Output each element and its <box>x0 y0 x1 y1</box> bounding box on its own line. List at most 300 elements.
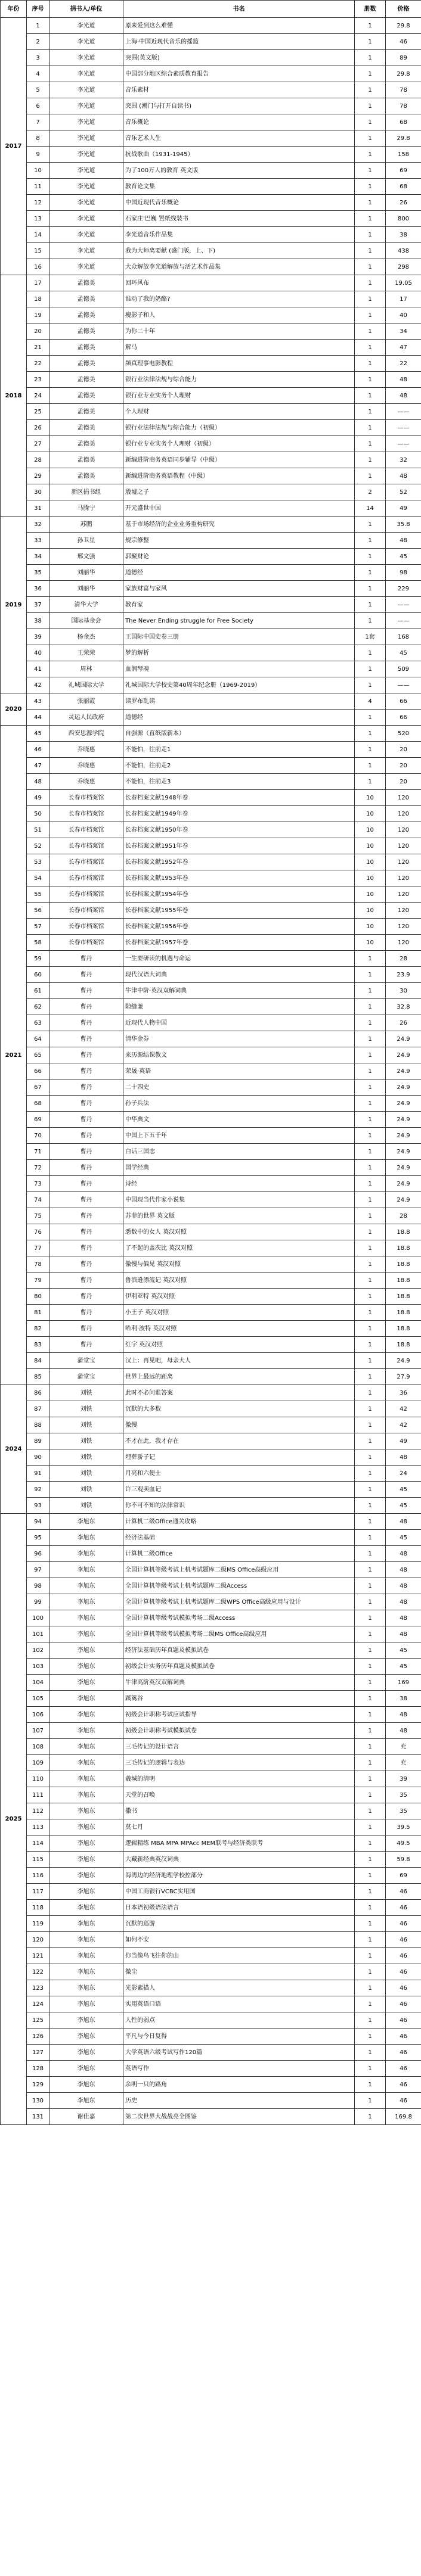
copies-cell: 10 <box>355 838 386 854</box>
title-cell: 音乐素材 <box>123 82 355 98</box>
seq-cell: 1 <box>27 18 49 34</box>
title-cell: 规宗修整 <box>123 533 355 549</box>
donor-cell: 曹丹 <box>49 1112 123 1128</box>
seq-cell: 5 <box>27 82 49 98</box>
donor-cell: 李旭东 <box>49 1659 123 1675</box>
copies-cell: 4 <box>355 693 386 710</box>
table-row <box>1 999 421 1015</box>
table-row <box>1 935 421 951</box>
copies-cell: 1 <box>355 2077 386 2093</box>
donor-cell: 李旭东 <box>49 1884 123 1900</box>
donor-cell: 曹丹 <box>49 1256 123 1273</box>
seq-cell: 81 <box>27 1305 49 1321</box>
donor-cell: 李旭东 <box>49 2045 123 2061</box>
price-cell: 24.9 <box>386 1144 421 1160</box>
donor-cell: 苏鹏 <box>49 517 123 533</box>
seq-cell: 84 <box>27 1353 49 1369</box>
title-cell: 傲慢与偏见 英汉对照 <box>123 1256 355 1273</box>
price-cell: 24.9 <box>386 1192 421 1208</box>
table-row <box>1 275 421 291</box>
seq-cell: 12 <box>27 195 49 211</box>
seq-cell: 73 <box>27 1176 49 1192</box>
copies-cell: 1 <box>355 356 386 372</box>
seq-cell: 82 <box>27 1321 49 1337</box>
table-row <box>1 114 421 130</box>
title-cell: 长春档案文献1955年卷 <box>123 903 355 919</box>
donor-cell: 长春市档案馆 <box>49 903 123 919</box>
seq-cell: 10 <box>27 163 49 179</box>
table-row <box>1 1337 421 1353</box>
price-cell: 20 <box>386 758 421 774</box>
seq-cell: 129 <box>27 2077 49 2093</box>
seq-cell: 91 <box>27 1466 49 1482</box>
table-row <box>1 82 421 98</box>
donor-cell: 长春市档案馆 <box>49 822 123 838</box>
price-cell: 32.8 <box>386 999 421 1015</box>
title-cell: 梦的解析 <box>123 645 355 661</box>
copies-cell: 1 <box>355 18 386 34</box>
copies-cell: 1 <box>355 1256 386 1273</box>
title-cell: 中华典文 <box>123 1112 355 1128</box>
copies-cell: 1 <box>355 742 386 758</box>
seq-cell: 124 <box>27 1996 49 2012</box>
donor-cell: 李光道 <box>49 147 123 163</box>
title-cell: 全国计算机等级考试上机考试题库二级WPS Office高级应用与设计 <box>123 1594 355 1610</box>
title-cell: 国学经典 <box>123 1160 355 1176</box>
table-row <box>1 98 421 114</box>
title-cell: 初级会计实务历年真题及模拟试卷 <box>123 1659 355 1675</box>
title-cell: 初级会计职称考试应试指导 <box>123 1707 355 1723</box>
donor-cell: 曹丹 <box>49 1063 123 1079</box>
price-cell: 48 <box>386 1562 421 1578</box>
donor-cell: 孟德美 <box>49 420 123 436</box>
seq-cell: 69 <box>27 1112 49 1128</box>
title-cell: 不能怕，往前走1 <box>123 742 355 758</box>
donor-cell: 李光道 <box>49 195 123 211</box>
donor-cell: 谢佳嘉 <box>49 2109 123 2125</box>
title-cell: 银行业专业实务个人理财 <box>123 388 355 404</box>
donor-cell: 李旭东 <box>49 1530 123 1546</box>
table-row <box>1 259 421 275</box>
donor-cell: 新区捐书组 <box>49 484 123 500</box>
copies-cell: 1 <box>355 1096 386 1112</box>
price-cell: 46 <box>386 2061 421 2077</box>
copies-cell: 1 <box>355 1337 386 1353</box>
copies-cell: 1 <box>355 1433 386 1449</box>
price-cell: 120 <box>386 903 421 919</box>
title-cell: 沉默的巡游 <box>123 1916 355 1932</box>
donor-cell: 李旭东 <box>49 1803 123 1819</box>
copies-cell: 1 <box>355 1852 386 1868</box>
table-row <box>1 1160 421 1176</box>
donor-cell: 清华大学 <box>49 597 123 613</box>
title-cell: 自强源（直纸版新本） <box>123 726 355 742</box>
donor-cell: 曹丹 <box>49 1176 123 1192</box>
copies-cell: 1 <box>355 1112 386 1128</box>
table-row <box>1 436 421 452</box>
price-cell: 24.9 <box>386 1079 421 1096</box>
donor-cell: 曹丹 <box>49 1015 123 1031</box>
price-cell: 66 <box>386 693 421 710</box>
donor-cell: 李旭东 <box>49 1852 123 1868</box>
donor-cell: 孟德美 <box>49 275 123 291</box>
copies-cell: 1 <box>355 1208 386 1224</box>
table-row <box>1 1691 421 1707</box>
copies-cell: 1 <box>355 1739 386 1755</box>
donor-cell: 长春市档案馆 <box>49 806 123 822</box>
donor-cell: 乔晓惠 <box>49 742 123 758</box>
copies-cell: 1 <box>355 1530 386 1546</box>
seq-cell: 74 <box>27 1192 49 1208</box>
table-row <box>1 404 421 420</box>
price-cell: 32 <box>386 452 421 468</box>
table-row <box>1 1530 421 1546</box>
price-cell: 89 <box>386 50 421 66</box>
copies-cell: 1 <box>355 1771 386 1787</box>
seq-cell: 41 <box>27 661 49 677</box>
table-row <box>1 1884 421 1900</box>
header-price: 价格 <box>386 1 421 18</box>
price-cell: 38 <box>386 1691 421 1707</box>
copies-cell: 1 <box>355 726 386 742</box>
seq-cell: 128 <box>27 2061 49 2077</box>
copies-cell: 1 <box>355 1401 386 1417</box>
copies-cell: 1 <box>355 999 386 1015</box>
table-row <box>1 1835 421 1852</box>
table-row <box>1 1964 421 1980</box>
copies-cell: 1 <box>355 1063 386 1079</box>
header-copies: 册数 <box>355 1 386 18</box>
donor-cell: 李旭东 <box>49 1835 123 1852</box>
copies-cell: 1 <box>355 1031 386 1047</box>
price-cell: 48 <box>386 468 421 484</box>
table-row <box>1 951 421 967</box>
seq-cell: 99 <box>27 1594 49 1610</box>
copies-cell: 1 <box>355 597 386 613</box>
seq-cell: 120 <box>27 1932 49 1948</box>
table-row <box>1 1996 421 2012</box>
copies-cell: 1 <box>355 1498 386 1514</box>
copies-cell: 1 <box>355 291 386 307</box>
table-row <box>1 2029 421 2045</box>
donor-cell: 李旭东 <box>49 1739 123 1755</box>
title-cell: 石家庄'巴巍 置纸线装书 <box>123 211 355 227</box>
table-row <box>1 645 421 661</box>
title-cell: 全国计算机等级考试模拟考场二级Access <box>123 1610 355 1626</box>
seq-cell: 33 <box>27 533 49 549</box>
price-cell: 45 <box>386 1530 421 1546</box>
price-cell: 168 <box>386 629 421 645</box>
seq-cell: 96 <box>27 1546 49 1562</box>
table-row <box>1 517 421 533</box>
price-cell: 42 <box>386 1401 421 1417</box>
table-row <box>1 726 421 742</box>
table-row <box>1 18 421 34</box>
copies-cell: 1 <box>355 983 386 999</box>
table-row <box>1 710 421 726</box>
seq-cell: 19 <box>27 307 49 323</box>
donor-cell: 曹丹 <box>49 1079 123 1096</box>
table-row <box>1 886 421 903</box>
donor-cell: 李旭东 <box>49 2077 123 2093</box>
price-cell: 24.9 <box>386 1096 421 1112</box>
copies-cell: 1 <box>355 163 386 179</box>
table-row <box>1 1144 421 1160</box>
copies-cell: 1 <box>355 468 386 484</box>
copies-cell: 1 <box>355 1160 386 1176</box>
price-cell: 充 <box>386 1739 421 1755</box>
seq-cell: 118 <box>27 1900 49 1916</box>
copies-cell: 1 <box>355 710 386 726</box>
price-cell: 充 <box>386 1755 421 1771</box>
donor-cell: 灵运人民政府 <box>49 710 123 726</box>
price-cell: 48 <box>386 1546 421 1562</box>
price-cell: 120 <box>386 822 421 838</box>
seq-cell: 67 <box>27 1079 49 1096</box>
title-cell: 孙子兵法 <box>123 1096 355 1112</box>
price-cell: 46 <box>386 2012 421 2029</box>
price-cell: 17 <box>386 291 421 307</box>
seq-cell: 72 <box>27 1160 49 1176</box>
title-cell: 哈利·波特 英汉对照 <box>123 1321 355 1337</box>
copies-cell: 10 <box>355 886 386 903</box>
copies-cell: 1 <box>355 1369 386 1385</box>
title-cell: 为你二十年 <box>123 323 355 340</box>
copies-cell: 1 <box>355 517 386 533</box>
price-cell: 46 <box>386 2077 421 2093</box>
donor-cell: 李光道 <box>49 114 123 130</box>
copies-cell: 1 <box>355 1707 386 1723</box>
title-cell: 沉默的大多数 <box>123 1401 355 1417</box>
copies-cell: 1 <box>355 66 386 82</box>
seq-cell: 6 <box>27 98 49 114</box>
table-row <box>1 34 421 50</box>
table-row <box>1 1916 421 1932</box>
title-cell: 上海·中国近现代音乐的摇篮 <box>123 34 355 50</box>
table-row <box>1 388 421 404</box>
title-cell: 埋葬骄子记 <box>123 1449 355 1466</box>
donor-cell: 国际基金会 <box>49 613 123 629</box>
table-row <box>1 1900 421 1916</box>
copies-cell: 1 <box>355 1659 386 1675</box>
copies-cell: 1 <box>355 2029 386 2045</box>
table-row <box>1 597 421 613</box>
donor-cell: 乔晓惠 <box>49 774 123 790</box>
donor-cell: 长春市档案馆 <box>49 870 123 886</box>
copies-cell: 1 <box>355 951 386 967</box>
seq-cell: 119 <box>27 1916 49 1932</box>
header-donor: 捐书人/单位 <box>49 1 123 18</box>
title-cell: 一生要研读的机遇与命运 <box>123 951 355 967</box>
seq-cell: 90 <box>27 1449 49 1466</box>
seq-cell: 50 <box>27 806 49 822</box>
price-cell: 38 <box>386 227 421 243</box>
seq-cell: 112 <box>27 1803 49 1819</box>
title-cell: 新编进阶商务英语同步辅导（中级） <box>123 452 355 468</box>
title-cell: 不能怕，往前走2 <box>123 758 355 774</box>
seq-cell: 114 <box>27 1835 49 1852</box>
table-header <box>1 1 421 18</box>
seq-cell: 34 <box>27 549 49 565</box>
title-cell: 了不起的盖茨比 英汉对照 <box>123 1240 355 1256</box>
title-cell: 解马 <box>123 340 355 356</box>
copies-cell: 1 <box>355 1594 386 1610</box>
table-row <box>1 1498 421 1514</box>
donor-cell: 李旭东 <box>49 2061 123 2077</box>
table-row <box>1 1449 421 1466</box>
seq-cell: 123 <box>27 1980 49 1996</box>
price-cell: 169.8 <box>386 2109 421 2125</box>
header-title: 书名 <box>123 1 355 18</box>
seq-cell: 13 <box>27 211 49 227</box>
title-cell: 全国计算机等级考试上机考试题库二级Access <box>123 1578 355 1594</box>
donor-cell: 孟德美 <box>49 436 123 452</box>
seq-cell: 126 <box>27 2029 49 2045</box>
price-cell: 42 <box>386 1417 421 1433</box>
price-cell: 24.9 <box>386 1128 421 1144</box>
title-cell: 中国近现代音乐概论 <box>123 195 355 211</box>
table-row <box>1 1208 421 1224</box>
title-cell: 大学英语六级考试写作120篇 <box>123 2045 355 2061</box>
copies-cell: 10 <box>355 903 386 919</box>
seq-cell: 105 <box>27 1691 49 1707</box>
donor-cell: 李旭东 <box>49 1771 123 1787</box>
table-row <box>1 758 421 774</box>
seq-cell: 4 <box>27 66 49 82</box>
copies-cell: 1 <box>355 243 386 259</box>
seq-cell: 49 <box>27 790 49 806</box>
price-cell: 28 <box>386 1208 421 1224</box>
seq-cell: 77 <box>27 1240 49 1256</box>
title-cell: 你不可不知的法律常识 <box>123 1498 355 1514</box>
title-cell: 诗经 <box>123 1176 355 1192</box>
title-cell: 长春档案文献1948年卷 <box>123 790 355 806</box>
copies-cell: 1 <box>355 1466 386 1482</box>
table-row <box>1 195 421 211</box>
price-cell: 45 <box>386 1642 421 1659</box>
price-cell: 22 <box>386 356 421 372</box>
donor-cell: 李旭东 <box>49 1916 123 1932</box>
table-row <box>1 1063 421 1079</box>
seq-cell: 37 <box>27 597 49 613</box>
seq-cell: 46 <box>27 742 49 758</box>
seq-cell: 47 <box>27 758 49 774</box>
year-cell: 2020 <box>1 693 27 726</box>
seq-cell: 18 <box>27 291 49 307</box>
price-cell: 46 <box>386 2029 421 2045</box>
donor-cell: 李光道 <box>49 227 123 243</box>
seq-cell: 23 <box>27 372 49 388</box>
seq-cell: 20 <box>27 323 49 340</box>
seq-cell: 44 <box>27 710 49 726</box>
table-row <box>1 452 421 468</box>
donor-cell: 刘铁 <box>49 1385 123 1401</box>
price-cell: 39 <box>386 1771 421 1787</box>
seq-cell: 59 <box>27 951 49 967</box>
donor-cell: 李光道 <box>49 82 123 98</box>
copies-cell: 1 <box>355 1015 386 1031</box>
table-row <box>1 1852 421 1868</box>
donor-cell: 李旭东 <box>49 1723 123 1739</box>
copies-cell: 1 <box>355 1353 386 1369</box>
table-row <box>1 629 421 645</box>
copies-cell: 1 <box>355 645 386 661</box>
copies-cell: 1 <box>355 1932 386 1948</box>
table-row <box>1 581 421 597</box>
donor-cell: 刘铁 <box>49 1466 123 1482</box>
table-row <box>1 613 421 629</box>
table-row <box>1 2045 421 2061</box>
table-row <box>1 1787 421 1803</box>
year-cell: 2025 <box>1 1514 27 2125</box>
price-cell: 48 <box>386 372 421 388</box>
donor-cell: 孟德美 <box>49 307 123 323</box>
title-cell: 悉数中的女人 英汉对照 <box>123 1224 355 1240</box>
title-cell: 音乐艺术人生 <box>123 130 355 147</box>
table-row <box>1 677 421 693</box>
copies-cell: 1 <box>355 1192 386 1208</box>
table-row <box>1 1819 421 1835</box>
seq-cell: 116 <box>27 1868 49 1884</box>
price-cell: 24.9 <box>386 1031 421 1047</box>
seq-cell: 17 <box>27 275 49 291</box>
copies-cell: 1 <box>355 82 386 98</box>
title-cell: 长春档案文献1951年卷 <box>123 838 355 854</box>
donor-cell: 孟德美 <box>49 404 123 420</box>
title-cell: 此时不必问谁答案 <box>123 1385 355 1401</box>
price-cell: 46 <box>386 1900 421 1916</box>
donor-cell: 李光道 <box>49 259 123 275</box>
title-cell: 王国际中国史卷三册 <box>123 629 355 645</box>
donor-cell: 长春市档案馆 <box>49 935 123 951</box>
table-row <box>1 1755 421 1771</box>
price-cell: 120 <box>386 886 421 903</box>
table-row <box>1 147 421 163</box>
table-row <box>1 1240 421 1256</box>
seq-cell: 30 <box>27 484 49 500</box>
title-cell: 月亮和六便士 <box>123 1466 355 1482</box>
copies-cell: 1 <box>355 1884 386 1900</box>
table-row <box>1 243 421 259</box>
donor-cell: 孟德美 <box>49 372 123 388</box>
copies-cell: 1套 <box>355 629 386 645</box>
title-cell: 蹊篱谷 <box>123 1691 355 1707</box>
title-cell: 教育论文集 <box>123 179 355 195</box>
title-cell: 中国现当代作家小说集 <box>123 1192 355 1208</box>
table-row <box>1 870 421 886</box>
price-cell: 19.05 <box>386 275 421 291</box>
copies-cell: 1 <box>355 758 386 774</box>
title-cell: 傲慢 <box>123 1417 355 1433</box>
seq-cell: 7 <box>27 114 49 130</box>
title-cell: 第二次世界大战战亮全图鉴 <box>123 2109 355 2125</box>
seq-cell: 110 <box>27 1771 49 1787</box>
donor-cell: 张丽霞 <box>49 693 123 710</box>
copies-cell: 1 <box>355 1176 386 1192</box>
donor-cell: 西安思源学院 <box>49 726 123 742</box>
title-cell: 殷墟之子 <box>123 484 355 500</box>
seq-cell: 87 <box>27 1401 49 1417</box>
price-cell: —— <box>386 613 421 629</box>
donor-cell: 李旭东 <box>49 1642 123 1659</box>
seq-cell: 111 <box>27 1787 49 1803</box>
donor-cell: 曹丹 <box>49 1208 123 1224</box>
seq-cell: 115 <box>27 1852 49 1868</box>
title-cell: 突围(英文版) <box>123 50 355 66</box>
donor-cell: 曹丹 <box>49 1144 123 1160</box>
donor-cell: 刘铁 <box>49 1433 123 1449</box>
title-cell: 长春档案文献1956年卷 <box>123 919 355 935</box>
